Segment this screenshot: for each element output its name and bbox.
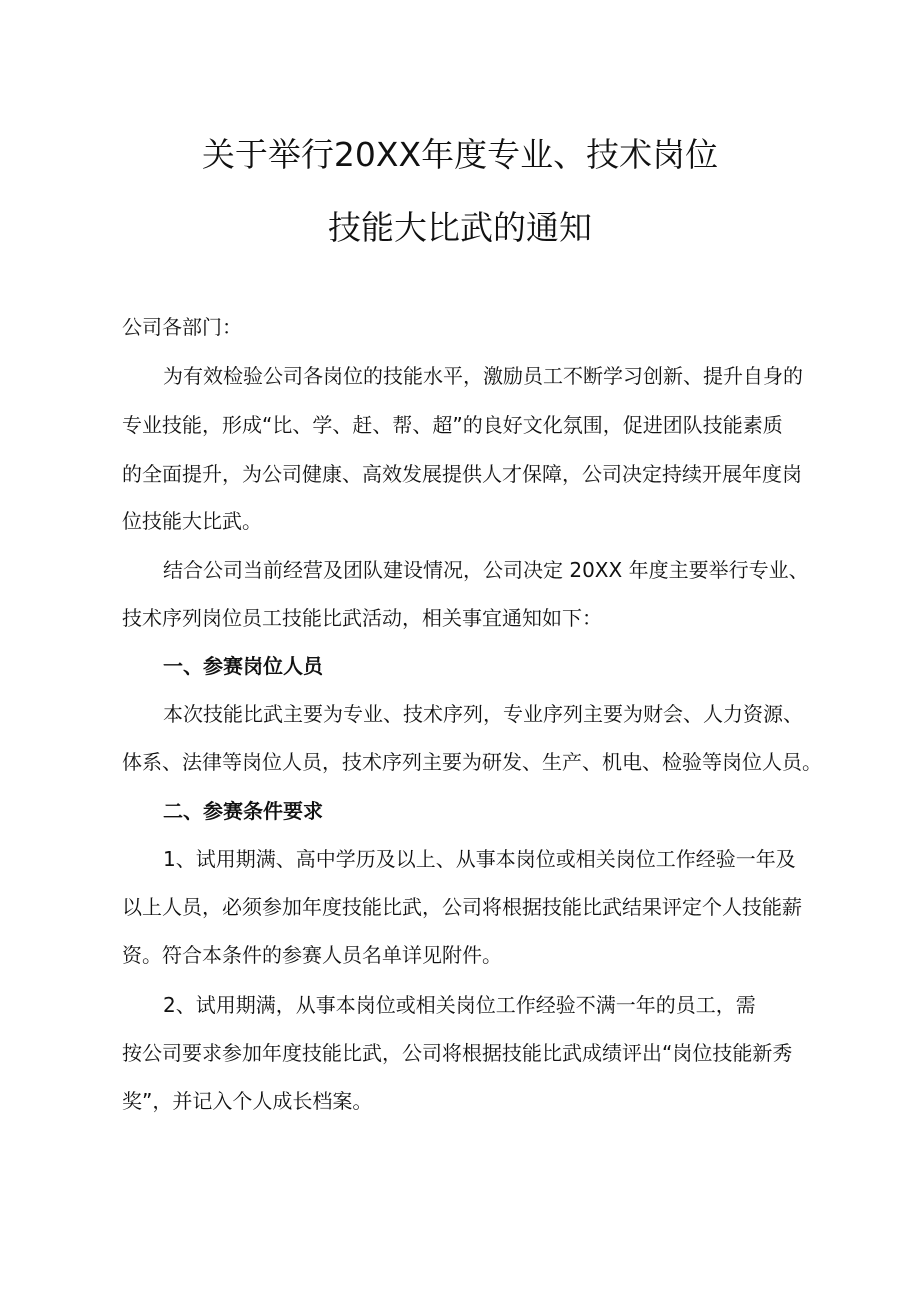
salutation: 公司各部门：	[122, 315, 242, 339]
paragraph-1-line-1: 为有效检验公司各岗位的技能水平，激励员工不断学习创新、提升自身的	[163, 364, 803, 388]
item-2-line-2: 按公司要求参加年度技能比武，公司将根据技能比武成绩评出“岗位技能新秀	[122, 1041, 793, 1065]
section-1-line-2: 体系、法律等岗位人员，技术序列主要为研发、生产、机电、检验等岗位人员。	[122, 750, 822, 774]
section-1-line-1: 本次技能比武主要为专业、技术序列，专业序列主要为财会、人力资源、	[163, 702, 803, 726]
document-title-line-2: 技能大比武的通知	[328, 208, 592, 247]
item-1-line-2: 以上人员，必须参加年度技能比武，公司将根据技能比武结果评定个人技能薪	[122, 895, 802, 919]
section-1-heading: 一、参赛岗位人员	[163, 654, 323, 678]
paragraph-1-line-2: 专业技能，形成“比、学、赶、帮、超”的良好文化氛围，促进团队技能素质	[122, 413, 783, 437]
item-2-line-1: 2、试用期满，从事本岗位或相关岗位工作经验不满一年的员工，需	[163, 993, 756, 1017]
paragraph-2-line-1: 结合公司当前经营及团队建设情况，公司决定 20XX 年度主要举行专业、	[163, 558, 809, 582]
section-2-heading: 二、参赛条件要求	[163, 799, 323, 823]
item-1-line-1: 1、试用期满、高中学历及以上、从事本岗位或相关岗位工作经验一年及	[163, 847, 796, 871]
paragraph-2-line-2: 技术序列岗位员工技能比武活动，相关事宜通知如下：	[122, 606, 602, 630]
paragraph-1-line-4: 位技能大比武。	[122, 509, 262, 533]
paragraph-1-line-3: 的全面提升，为公司健康、高效发展提供人才保障，公司决定持续开展年度岗	[122, 462, 802, 486]
item-1-line-3: 资。符合本条件的参赛人员名单详见附件。	[122, 943, 502, 967]
document-title-line-1: 关于举行20XX年度专业、技术岗位	[201, 135, 719, 174]
item-2-line-3: 奖”，并记入个人成长档案。	[122, 1089, 373, 1113]
